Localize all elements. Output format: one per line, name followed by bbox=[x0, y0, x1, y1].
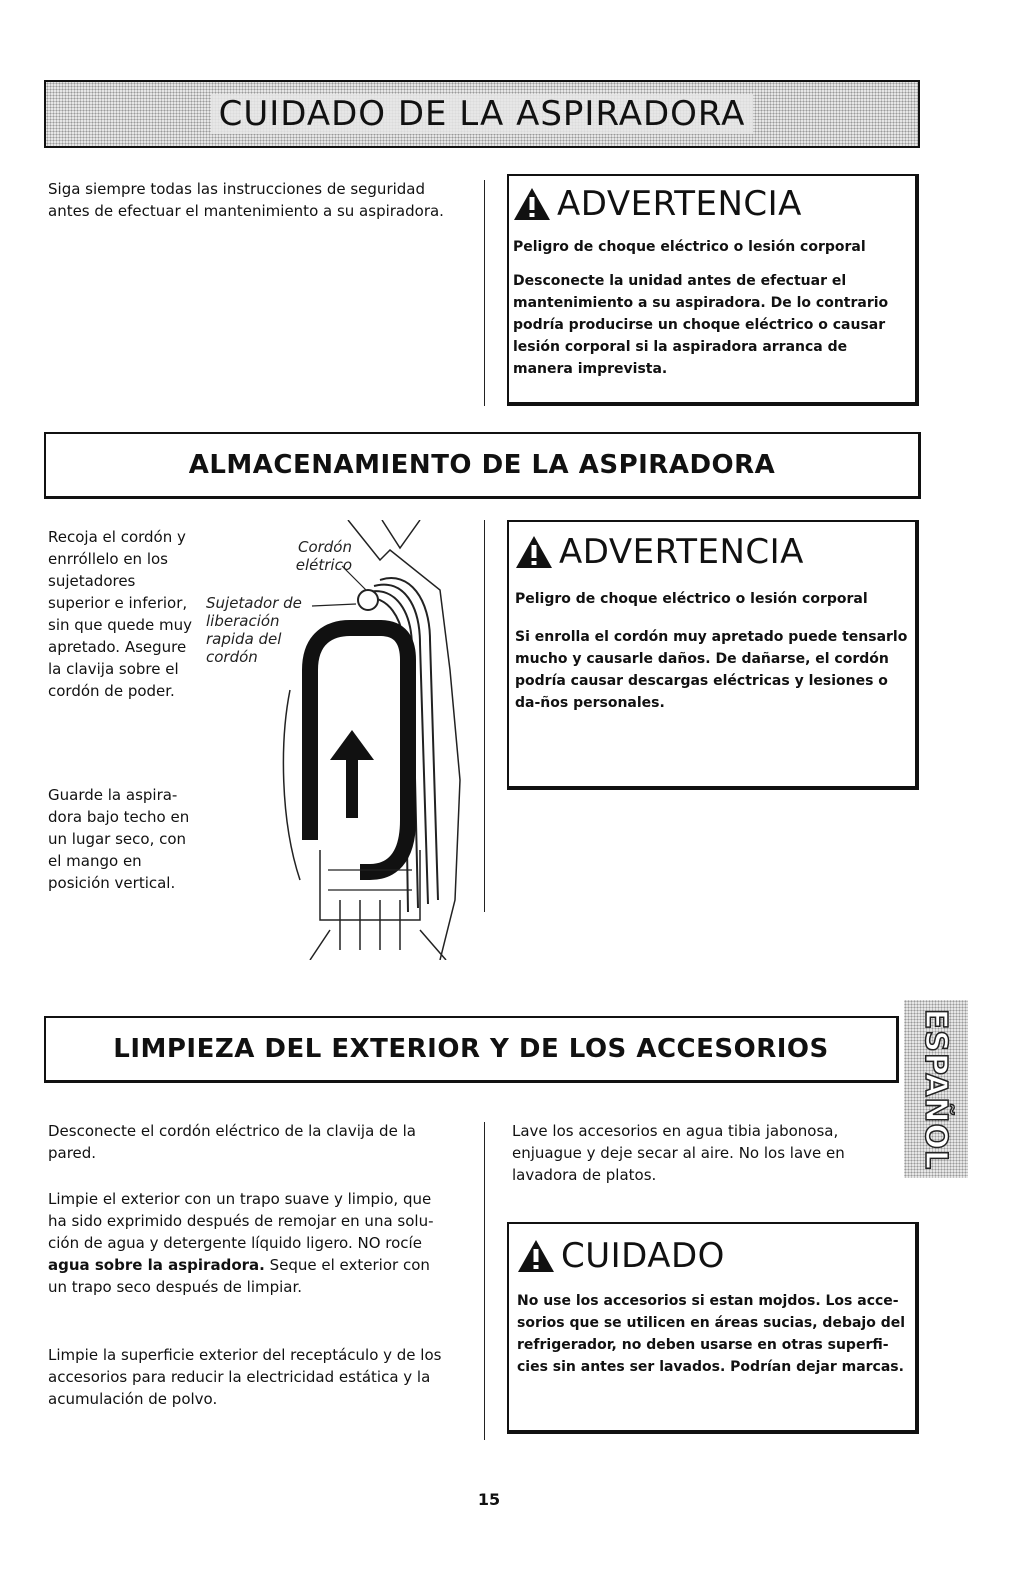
care-intro: Siga siempre todas las instrucciones de seguridad antes de efectuar el mantenimiento a su aspiradora. bbox=[48, 180, 444, 220]
cleaning-caution-box bbox=[507, 1222, 919, 1434]
figure-label-cord: Cordón elétrico bbox=[295, 538, 352, 574]
cleaning-title: LIMPIEZA DEL EXTERIOR Y DE LOS ACCESORIOS bbox=[113, 1034, 829, 1064]
care-warning-subtitle: Peligro de choque eléctrico o lesión corporal bbox=[513, 239, 866, 255]
care-warning-body: Desconecte la unidad antes de efectuar el mantenimiento a su aspiradora. De lo contrario podría producirse un choque eléctrico o causar lesión corporal si la aspiradora arranca de manera imprevista. bbox=[513, 273, 889, 377]
column-divider bbox=[484, 1122, 485, 1440]
vacuum-cord-illustration bbox=[270, 520, 470, 960]
language-tab-espanol bbox=[904, 1000, 968, 1178]
cleaning-caution-header bbox=[517, 1236, 907, 1276]
care-title: CUIDADO DE LA ASPIRADORA bbox=[211, 94, 754, 134]
figure-label-release: Sujetador de liberación rapida del cordón bbox=[206, 594, 302, 666]
storage-warning-subtitle: Peligro de choque eléctrico o lesión corporal bbox=[515, 591, 868, 607]
storage-warning-body: Si enrolla el cordón muy apretado puede tensarlo mucho y causarle daños. De dañarse, el cordón podría causar descargas eléctricas y lesiones o da-ños personales. bbox=[515, 629, 908, 711]
page-number: 15 bbox=[477, 1490, 501, 1509]
warning-triangle-icon bbox=[515, 535, 553, 569]
storage-warning-header bbox=[515, 532, 911, 572]
cleaning-para-2-a: Limpie el exterior con un trapo suave y limpio, que ha sido exprimido después de remojar en una solu-ción de agua y detergente líquido ligero. NO rocíe bbox=[48, 1190, 434, 1252]
cleaning-para-2 bbox=[48, 1188, 448, 1298]
storage-warning-title: ADVERTENCIA bbox=[559, 532, 804, 572]
warning-triangle-icon bbox=[513, 187, 551, 221]
storage-header bbox=[44, 432, 921, 499]
warning-triangle-icon bbox=[517, 1239, 555, 1273]
storage-warning-box bbox=[507, 520, 919, 790]
cleaning-para-1: Desconecte el cordón eléctrico de la clavija de la pared. bbox=[48, 1122, 416, 1162]
care-warning-header bbox=[513, 184, 911, 224]
cleaning-para-2-c: Seque el exterior con un trapo seco después de limpiar. bbox=[48, 1256, 430, 1296]
cleaning-caution-title: CUIDADO bbox=[561, 1236, 725, 1276]
storage-para-1: Recoja el cordón y enrróllelo en los sujetadores superior e inferior, sin que quede muy apretado. Asegure la clavija sobre el cordón de poder. bbox=[48, 528, 193, 700]
column-divider bbox=[484, 180, 485, 406]
cleaning-para-3: Limpie la superficie exterior del receptáculo y de los accesorios para reducir la electricidad estática y la acumulación de polvo. bbox=[48, 1346, 442, 1408]
cleaning-para-2-bold: agua sobre la aspiradora. bbox=[48, 1256, 265, 1274]
cleaning-para-4: Lave los accesorios en agua tibia jabonosa, enjuague y deje secar al aire. No los lave en lavadora de platos. bbox=[512, 1122, 845, 1184]
cleaning-caution-body: No use los accesorios si estan mojdos. Los acce-sorios que se utilicen en áreas sucias, debajo del refrigerador, no deben usarse en otras superfi-cies sin antes ser lavados. Podrían dejar marcas. bbox=[517, 1293, 906, 1375]
care-warning-box bbox=[507, 174, 919, 406]
care-banner bbox=[44, 80, 920, 148]
storage-para-2: Guarde la aspira-dora bajo techo en un lugar seco, con el mango en posición vertical. bbox=[48, 786, 190, 892]
column-divider bbox=[484, 520, 485, 912]
care-warning-title: ADVERTENCIA bbox=[557, 184, 802, 224]
cleaning-header bbox=[44, 1016, 899, 1083]
storage-title: ALMACENAMIENTO DE LA ASPIRADORA bbox=[188, 450, 776, 480]
language-tab-label: ESPAÑOL bbox=[918, 1008, 954, 1170]
